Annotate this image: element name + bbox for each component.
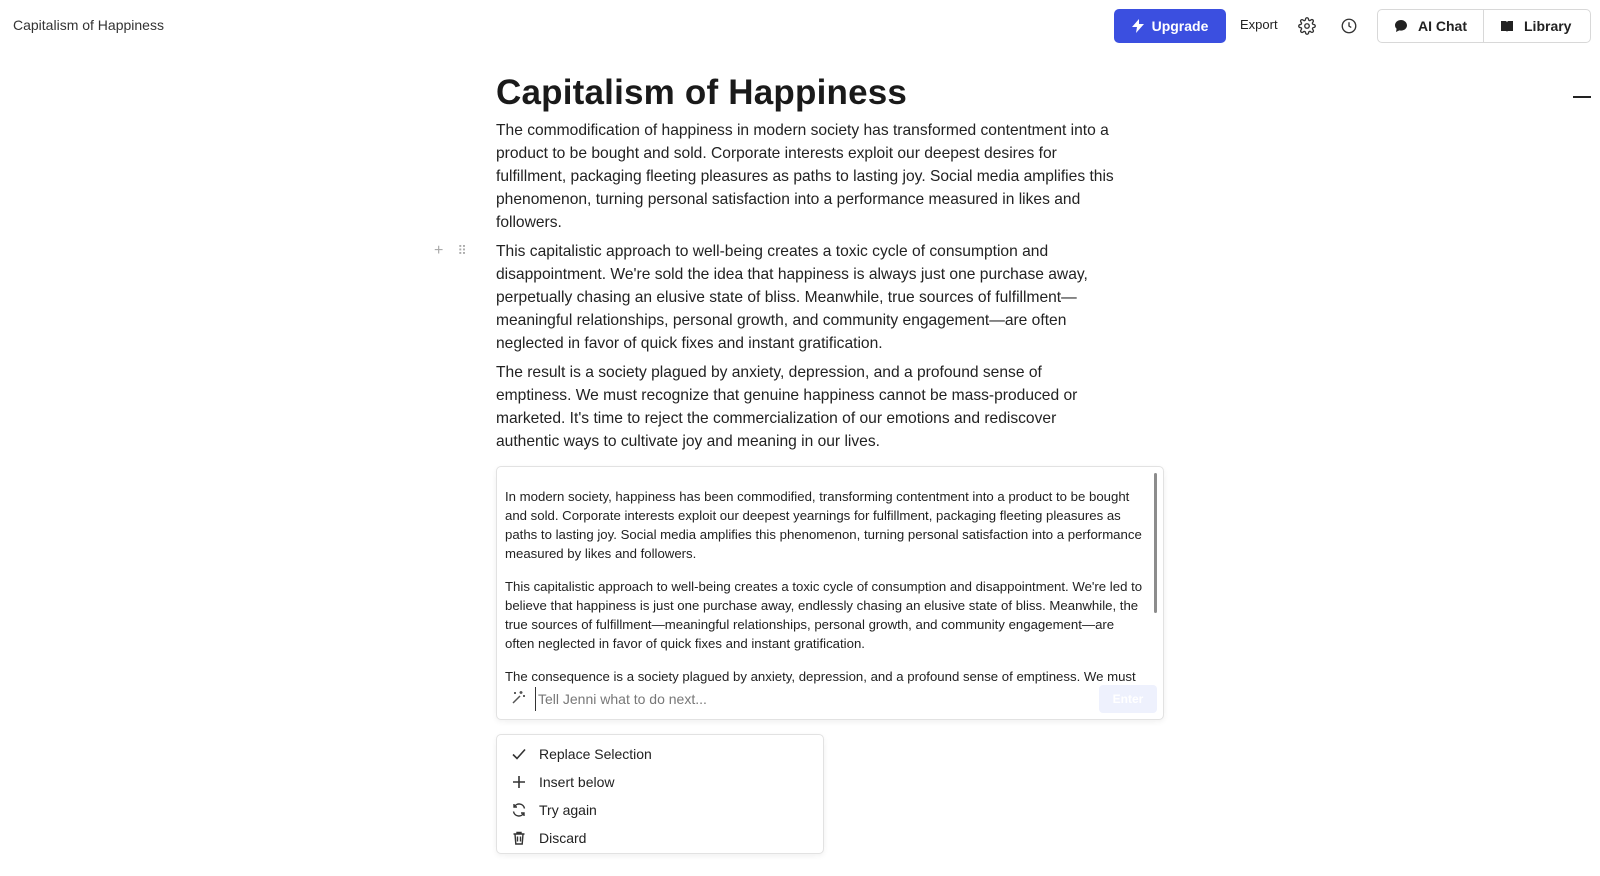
clock-icon	[1340, 17, 1358, 35]
library-label: Library	[1524, 18, 1572, 34]
document-editor[interactable]	[434, 72, 1116, 453]
upgrade-label: Upgrade	[1151, 18, 1209, 34]
suggestion-paragraph: The consequence is a society plagued by anxiety, depression, and a profound sense of emptiness. We must	[505, 669, 1136, 684]
suggestion-scrollbar[interactable]	[1154, 473, 1157, 613]
lightning-icon	[1132, 19, 1144, 33]
block-handles	[434, 242, 466, 260]
ai-suggestion-panel	[496, 466, 1164, 720]
magic-wand-icon	[509, 689, 527, 707]
discard-button[interactable]	[497, 824, 823, 852]
add-block-icon[interactable]: +	[434, 242, 444, 259]
plus-icon	[511, 774, 527, 790]
paragraph[interactable]: This capitalistic approach to well-being creates a toxic cycle of consumption and disappointment. We're sold the idea that happiness is always just one purchase away, perpetually chasing an elusive state of bliss. Meanwhile, true sources of fulfillment—meaningful relationships, personal growth, and community engagement—are often neglected in favor of quick fixes and instant gratification.	[496, 243, 1088, 352]
library-button[interactable]	[1483, 10, 1590, 42]
suggestion-paragraph: In modern society, happiness has been commodified, transforming contentment into a product to be bought and sold. Corporate interests exploit our deepest yearnings for fulfillment, packaging fleeting pleasures as paths to lasting joy. Social media amplifies this phenomenon, turning personal satisfaction into a performance measured by likes and followers.	[505, 489, 1142, 561]
try-again-button[interactable]	[497, 796, 823, 824]
menu-item-label: Insert below	[539, 774, 615, 790]
trash-icon	[511, 830, 527, 846]
menu-item-label: Discard	[539, 830, 587, 846]
ai-prompt-input[interactable]	[535, 687, 1075, 711]
document-title[interactable]: Capitalism of Happiness	[496, 73, 908, 112]
suggestion-paragraph: This capitalistic approach to well-being creates a toxic cycle of consumption and disappointment. We're led to believe that happiness is just one purchase away, endlessly chasing an elusive state of bliss. Meanwhile, the true sources of fulfillment—meaningful relationships, personal growth, and community engagement—are often neglected in favor of quick fixes and instant gratification.	[505, 579, 1143, 651]
ai-prompt-row	[497, 679, 1165, 719]
chat-bubble-icon	[1394, 19, 1408, 33]
ai-chat-button[interactable]	[1378, 10, 1483, 42]
check-icon	[511, 746, 527, 762]
book-icon	[1500, 19, 1514, 33]
minimize-icon[interactable]	[1573, 96, 1591, 98]
export-button[interactable]: Export	[1240, 17, 1278, 32]
document-name[interactable]: Capitalism of Happiness	[13, 17, 164, 33]
paragraph[interactable]: The commodification of happiness in modern society has transformed contentment into a product to be bought and sold. Corporate interests exploit our deepest desires for fulfillment, packaging fleeting pleasures as paths to lasting joy. Social media amplifies this phenomenon, turning personal satisfaction into a performance measured in likes and followers.	[496, 122, 1114, 231]
menu-item-label: Try again	[539, 802, 597, 818]
ai-action-menu	[496, 734, 824, 854]
replace-selection-button[interactable]	[497, 740, 823, 768]
gear-icon	[1298, 17, 1316, 35]
insert-below-button[interactable]	[497, 768, 823, 796]
paragraph[interactable]: The result is a society plagued by anxiety, depression, and a profound sense of emptiness. We must recognize that genuine happiness cannot be mass-produced or marketed. It's time to reject the commercialization of our emotions and rediscover authentic ways to cultivate joy and meaning in our lives.	[496, 364, 1078, 450]
upgrade-button[interactable]	[1114, 9, 1226, 43]
ai-chat-label: AI Chat	[1418, 18, 1467, 34]
ai-suggestion-text[interactable]	[505, 487, 1147, 684]
menu-item-label: Replace Selection	[539, 746, 652, 762]
settings-button[interactable]	[1296, 15, 1318, 37]
drag-handle-icon[interactable]: ⠿	[457, 243, 466, 258]
enter-button[interactable]: Enter	[1099, 685, 1157, 713]
history-button[interactable]	[1338, 15, 1360, 37]
top-bar	[0, 0, 1600, 52]
refresh-icon	[511, 802, 527, 818]
panel-toggle-group	[1377, 9, 1591, 43]
